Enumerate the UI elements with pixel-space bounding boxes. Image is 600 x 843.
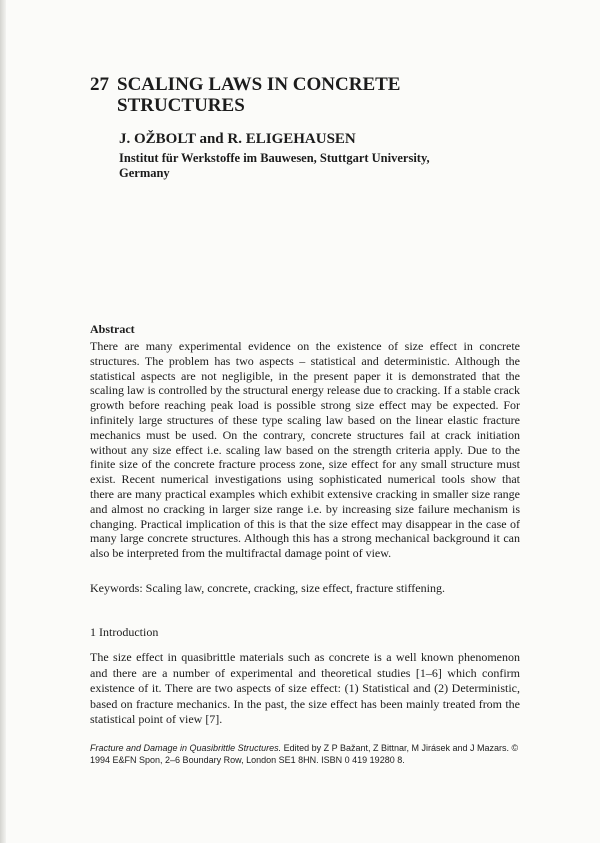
chapter-title: SCALING LAWS IN CONCRETE STRUCTURES xyxy=(117,74,401,116)
book-title: Fracture and Damage in Quasibrittle Structures. xyxy=(90,743,282,753)
publication-footnote xyxy=(90,742,520,766)
authors: J. OŽBOLT and R. ELIGEHAUSEN xyxy=(119,131,356,147)
abstract-body: There are many experimental evidence on the existence of size effect in concrete structures. The problem has two aspects – statistical and deterministic. Although the statistical aspects are not negligible, in the present paper it is demonstrated that the scaling law is controlled by the structural energy release due to cracking. If a stable crack growth before reaching peak load is possible strong size effect may be expected. For infinitely large structures of these type scaling law based on the linear elastic fracture mechanics must be used. On the contrary, concrete structures fail at crack initiation without any size effect i.e. scaling law based on the strength criteria apply. Due to the finite size of the concrete fracture process zone, size effect for any small structure must exist. Recent numerical investigations using sophisticated numerical tools show that there are many practical examples which exhibit extensive cracking in smaller size range and almost no cracking in larger size range i.e. by increasing size failure mechanism is changing. Practical implication of this is that the size effect may disappear in the case of many large concrete structures. Although this has a strong mechanical background it can also be interpreted from the multifractal damage point of view. xyxy=(90,339,520,561)
section-heading-introduction: 1 Introduction xyxy=(90,625,159,639)
chapter-heading xyxy=(90,74,520,116)
keywords: Keywords: Scaling law, concrete, cracking, size effect, fracture stiffening. xyxy=(90,581,445,595)
footnote-citation: Edited by Z P Bažant, Z Bittnar, M Jirásek and J Mazars. © 1994 E&FN Spon, 2–6 Boundary Row, London SE1 8HN. ISBN 0 419 19280 8. xyxy=(90,743,519,765)
affiliation: Institut für Werkstoffe im Bauwesen, Stuttgart University, Germany xyxy=(119,151,430,180)
abstract-heading: Abstract xyxy=(90,322,135,336)
chapter-number: 27 xyxy=(90,74,109,95)
introduction-body: The size effect in quasibrittle materials such as concrete is a well known phenomenon and there are a number of experimental and theoretical studies [1–6] which confirm existence of it. There are two aspects of size effect: (1) Statistical and (2) Deterministic, based on fracture mechanics. In the past, the size effect has been mainly treated from the statistical point of view [7]. xyxy=(90,650,520,726)
page-edge-shadow xyxy=(0,0,6,843)
